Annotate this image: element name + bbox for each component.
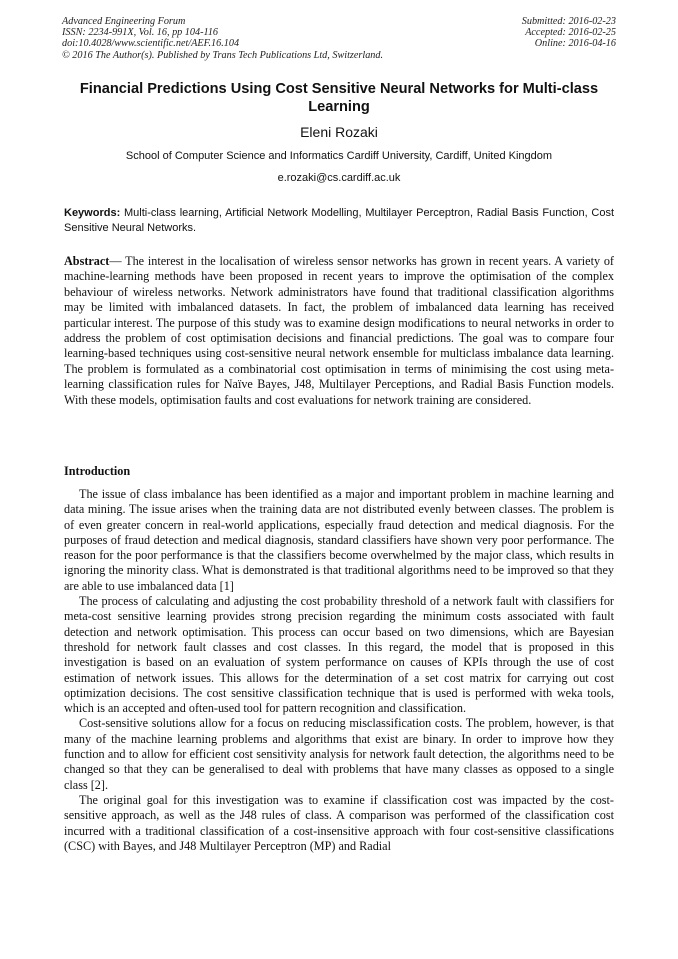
abstract-block (64, 254, 614, 408)
doi-line: doi:10.4028/www.scientific.net/AEF.16.104 (62, 38, 240, 50)
header-left (62, 16, 383, 61)
author-email: e.rozaki@cs.cardiff.ac.uk (277, 172, 401, 184)
introduction-heading: Introduction (64, 464, 131, 478)
affiliation: School of Computer Science and Informatics Cardiff University, Cardiff, United Kingdom (125, 150, 553, 162)
online-date: Online: 2016-04-16 (534, 38, 616, 50)
author-name: Eleni Rozaki (300, 124, 378, 140)
keywords-block (64, 206, 614, 236)
intro-paragraph: Cost-sensitive solutions allow for a focus on reducing misclassification costs. The problem, however, is that many of the machine learning problems and algorithms that exist are binary. In order to improve how they function and to allow for efficient cost sensitivity analysis for network fault detection, the algorithms need to be changed so that they can be generalised to deal with problems that have many classes as opposed to a single class [2]. (64, 716, 614, 792)
accepted-date: Accepted: 2016-02-25 (525, 27, 616, 39)
intro-paragraph: The original goal for this investigation was to examine if classification cost was impacted by the cost-sensitive approach, as well as the J48 rules of class. A comparison was performed of the classification cost incurred with a traditional classification of a cost-insensitive approach with four cost-sensitive classifications (CSC) with Bayes, and J48 Multilayer Perceptron (MP) and Radial (64, 792, 614, 853)
intro-paragraph: The process of calculating and adjusting the cost probability threshold of a network fault with classifiers for meta-cost sensitive learning provides strong precision regarding the minimum costs associated with fault detection and network optimisation. This process can occur based on two dimensions, which are Bayesian threshold for network fault classes and cost classes. In this regard, the model that is proposed in this investigation is based on an evaluation of system performance on causes of KPIs through the use of cost estimation of network issues. This allows for the determination of a set cost matrix for carrying out cost optimization decisions. The cost sensitive classification technique that is used is performed with weka tools, which is an accepted and often-used tool for pattern recognition and classification. (64, 594, 614, 716)
submitted-date: Submitted: 2016-02-23 (521, 16, 616, 27)
introduction-body (64, 487, 614, 854)
issn-line: ISSN: 2234-991X, Vol. 16, pp 104-116 (62, 27, 219, 39)
paper-title: Financial Predictions Using Cost Sensitive Neural Networks for Multi-class Learning (79, 81, 599, 115)
header-right (522, 16, 616, 50)
abstract-label: Abstract (64, 254, 110, 268)
abstract-text: — The interest in the localisation of wireless sensor networks has grown in recent years. A variety of machine-learning methods have been proposed in recent years to improve the optimisation of the complex behaviour of wireless networks. Network administrators have found that traditional classification algorithms may be limited with imbalanced datasets. In fact, the problem of imbalanced data learning has received particular interest. The purpose of this study was to examine design modifications to neural networks in order to address the problem of cost optimisation decisions and financial predictions. The goal was to compare four learning-based techniques using cost-sensitive neural network ensemble for multiclass imbalance data learning. The problem is formulated as a combinatorial cost optimisation in terms of minimising the cost using meta-learning classification rules for Naïve Bayes, J48, Multilayer Perceptions, and Radial Basis Function models. With these models, optimisation faults and cost evaluations for network training are considered. (64, 254, 614, 407)
keywords-label: Keywords: (64, 207, 121, 219)
copyright-line: © 2016 The Author(s). Published by Trans Tech Publications Ltd, Switzerland. (62, 49, 384, 61)
intro-paragraph: The issue of class imbalance has been identified as a major and important problem in machine learning and data mining. The issue arises when the training data are not distributed evenly between classes. The problem is of even greater concern in real-world applications, especially fraud detection and medical diagnosis. For the purposes of fraud detection and medical diagnosis, standard classifiers have shown very poor performance. The reason for the poor performance is that the classifiers become overwhelmed by the major class, which results in ignoring the minority class. What is demonstrated is that traditional algorithms need to be improved so that they are able to use imbalanced data [1] (64, 487, 614, 593)
journal-name: Advanced Engineering Forum (62, 16, 186, 27)
keywords-text: Multi-class learning, Artificial Network Modelling, Multilayer Perceptron, Radial Basis Function, Cost Sensitive Neural Networks. (64, 207, 614, 234)
